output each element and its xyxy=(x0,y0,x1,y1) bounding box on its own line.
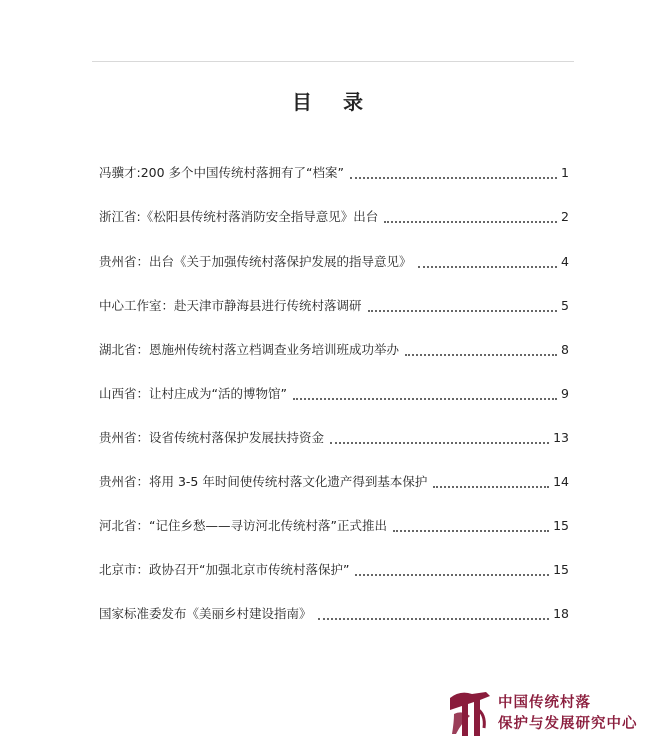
toc-leader-dots xyxy=(318,617,550,620)
toc-entry-page: 15 xyxy=(553,518,569,533)
toc-entry-title: 浙江省:《松阳县传统村落消防安全指导意见》出台 xyxy=(99,209,379,224)
toc-leader-dots xyxy=(293,397,557,400)
toc-entry-page: 5 xyxy=(561,298,569,313)
toc-leader-dots xyxy=(355,573,549,576)
toc-entry-page: 13 xyxy=(553,430,569,445)
toc-leader-dots xyxy=(330,441,549,444)
toc-entry-page: 15 xyxy=(553,562,569,577)
toc-leader-dots xyxy=(418,265,557,268)
toc-leader-dots xyxy=(384,220,557,223)
toc-entry[interactable] xyxy=(99,473,569,491)
toc-entry-title: 贵州省：将用 3-5 年时间使传统村落文化遗产得到基本保护 xyxy=(99,474,428,489)
toc-entry-title: 贵州省：设省传统村落保护发展扶持资金 xyxy=(99,430,325,445)
toc-entry-title: 中心工作室：赴天津市静海县进行传统村落调研 xyxy=(99,298,362,313)
toc-entry[interactable] xyxy=(99,385,569,403)
toc-entry-page: 18 xyxy=(553,606,569,621)
toc-leader-dots xyxy=(433,485,549,488)
toc-entry-page: 4 xyxy=(561,254,569,269)
village-gate-logo-icon xyxy=(446,688,494,740)
toc-entry-page: 1 xyxy=(561,165,569,180)
toc-entry-title: 北京市：政协召开“加强北京市传统村落保护” xyxy=(99,562,350,577)
toc-entry-page: 9 xyxy=(561,386,569,401)
toc-entry-page: 14 xyxy=(553,474,569,489)
toc-entry[interactable] xyxy=(99,429,569,447)
toc-leader-dots xyxy=(393,529,549,532)
toc-entry-page: 2 xyxy=(561,209,569,224)
toc-entry[interactable] xyxy=(99,208,569,226)
toc-entry[interactable] xyxy=(99,605,569,623)
toc-entry-page: 8 xyxy=(561,342,569,357)
toc-entry-title: 湖北省：恩施州传统村落立档调查业务培训班成功举办 xyxy=(99,342,400,357)
toc-entry[interactable] xyxy=(99,517,569,535)
toc-entry[interactable] xyxy=(99,253,569,271)
toc-entry[interactable] xyxy=(99,561,569,579)
toc-entry-title: 国家标准委发布《美丽乡村建设指南》 xyxy=(99,606,312,621)
logo-text-line1: 中国传统村落 xyxy=(498,694,591,711)
toc-entry-title: 冯骥才:200 多个中国传统村落拥有了“档案” xyxy=(99,165,344,180)
organization-logo xyxy=(444,685,666,747)
toc-leader-dots xyxy=(368,309,557,312)
toc-leader-dots xyxy=(405,353,557,356)
logo-text-line2: 保护与发展研究中心 xyxy=(498,715,638,732)
toc-entry-title: 河北省：“记住乡愁——寻访河北传统村落”正式推出 xyxy=(99,518,387,533)
page-title: 目 录 xyxy=(292,90,375,114)
toc-leader-dots xyxy=(350,176,557,179)
toc-entry-title: 贵州省：出台《关于加强传统村落保护发展的指导意见》 xyxy=(99,254,412,269)
toc-entry-title: 山西省：让村庄成为“活的博物馆” xyxy=(99,386,287,401)
header-rule xyxy=(92,61,574,62)
toc-entry[interactable] xyxy=(99,297,569,315)
toc-entry[interactable] xyxy=(99,164,569,182)
toc-entry[interactable] xyxy=(99,341,569,359)
